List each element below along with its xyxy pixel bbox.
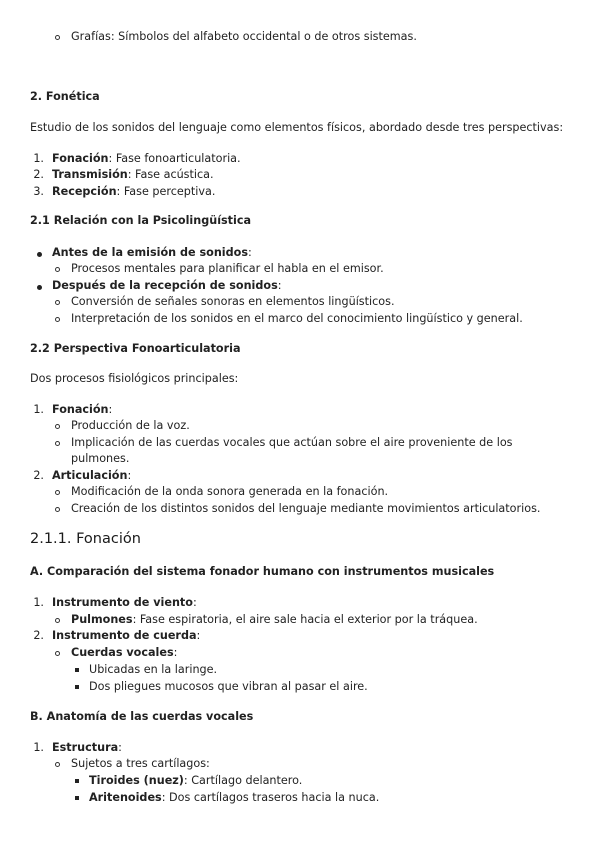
list-item [52, 245, 252, 262]
colon: : [118, 741, 122, 754]
colon: : [196, 629, 201, 642]
list-item: Interpretación de los sonidos en el marco del conocimiento lingüístico y general. [71, 312, 523, 325]
term: Aritenoides [89, 791, 162, 804]
hollow-bullet-icon [55, 490, 60, 495]
section-heading: A. Comparación del sistema fonador humano con instrumentos musicales [30, 565, 495, 578]
square-bullet-icon [75, 668, 79, 672]
list-item: Procesos mentales para planificar el habla en el emisor. [71, 262, 384, 275]
list-item: Ubicadas en la laringe. [89, 663, 218, 676]
term: Instrumento de cuerda [52, 629, 197, 642]
colon: : [127, 469, 132, 482]
description: : Dos cartílagos traseros hacia la nuca. [161, 791, 380, 804]
term: Tiroides (nuez) [89, 774, 184, 787]
list-number: 1. [33, 596, 44, 609]
list-item [71, 612, 478, 629]
list-number: 3. [33, 185, 44, 198]
description: : Fase espiratoria, el aire sale hacia el exterior por la tráquea. [132, 613, 478, 626]
term: Recepción [52, 185, 117, 198]
colon: : [277, 279, 282, 292]
list-item [89, 790, 379, 807]
term: Estructura [52, 741, 119, 754]
section-heading: 2. Fonética [30, 90, 100, 103]
hollow-bullet-icon [55, 35, 60, 40]
term: Transmisión [52, 168, 128, 181]
list-item [52, 595, 197, 612]
list-item [52, 628, 200, 645]
list-item: Grafías: Símbolos del alfabeto occidental o de otros sistemas. [71, 30, 417, 43]
section-title: 2.1.1. Fonación [30, 531, 141, 547]
list-item [52, 184, 215, 201]
hollow-bullet-icon [55, 762, 60, 767]
list-number: 1. [33, 741, 44, 754]
term: Fonación [52, 403, 109, 416]
list-number: 1. [33, 152, 44, 165]
paragraph: Estudio de los sonidos del lenguaje como elementos físicos, abordado desde tres perspectivas: [30, 121, 564, 134]
list-item [71, 645, 177, 662]
list-item [52, 278, 282, 295]
list-item [52, 167, 214, 184]
colon: : [108, 403, 113, 416]
term: Cuerdas vocales [71, 646, 174, 659]
hollow-bullet-icon [55, 424, 60, 429]
bullet-icon [37, 285, 42, 290]
list-item-continuation: pulmones. [71, 452, 130, 465]
description: : Fase acústica. [127, 168, 214, 181]
list-item [52, 468, 131, 485]
colon: : [192, 596, 197, 609]
term: Instrumento de viento [52, 596, 193, 609]
colon: : [248, 246, 252, 259]
hollow-bullet-icon [55, 267, 60, 272]
list-number: 2. [33, 469, 44, 482]
list-item: Creación de los distintos sonidos del lenguaje mediante movimientos articulatorios. [71, 502, 541, 515]
square-bullet-icon [75, 685, 79, 689]
list-item: Producción de la voz. [71, 419, 190, 432]
list-item: Dos pliegues mucosos que vibran al pasar el aire. [89, 680, 368, 693]
list-item [52, 151, 241, 168]
section-heading: B. Anatomía de las cuerdas vocales [30, 710, 254, 723]
list-number: 2. [33, 629, 44, 642]
hollow-bullet-icon [55, 618, 60, 623]
list-item: Modificación de la onda sonora generada en la fonación. [71, 485, 389, 498]
list-item [52, 740, 122, 757]
term: Pulmones [71, 613, 133, 626]
hollow-bullet-icon [55, 507, 60, 512]
square-bullet-icon [75, 796, 79, 800]
paragraph: Dos procesos fisiológicos principales: [30, 372, 239, 385]
description: : Fase fonoarticulatoria. [108, 152, 241, 165]
term: Articulación [52, 469, 128, 482]
colon: : [173, 646, 178, 659]
hollow-bullet-icon [55, 441, 60, 446]
list-item: Sujetos a tres cartílagos: [71, 757, 210, 770]
hollow-bullet-icon [55, 651, 60, 656]
description: : Cartílago delantero. [183, 774, 303, 787]
section-heading: 2.1 Relación con la Psicolingüística [30, 214, 252, 227]
description: : Fase perceptiva. [116, 185, 216, 198]
bullet-icon [37, 252, 42, 257]
list-number: 1. [33, 403, 44, 416]
term: Después de la recepción de sonidos [52, 279, 278, 292]
term: Antes de la emisión de sonidos [52, 246, 248, 259]
hollow-bullet-icon [55, 300, 60, 305]
list-item: Conversión de señales sonoras en elementos lingüísticos. [71, 295, 395, 308]
hollow-bullet-icon [55, 317, 60, 322]
list-item: Implicación de las cuerdas vocales que actúan sobre el aire proveniente de los [71, 436, 513, 449]
list-item [89, 773, 302, 790]
term: Fonación [52, 152, 109, 165]
square-bullet-icon [75, 779, 79, 783]
list-item [52, 402, 112, 419]
section-heading: 2.2 Perspectiva Fonoarticulatoria [30, 342, 241, 355]
list-number: 2. [33, 168, 44, 181]
